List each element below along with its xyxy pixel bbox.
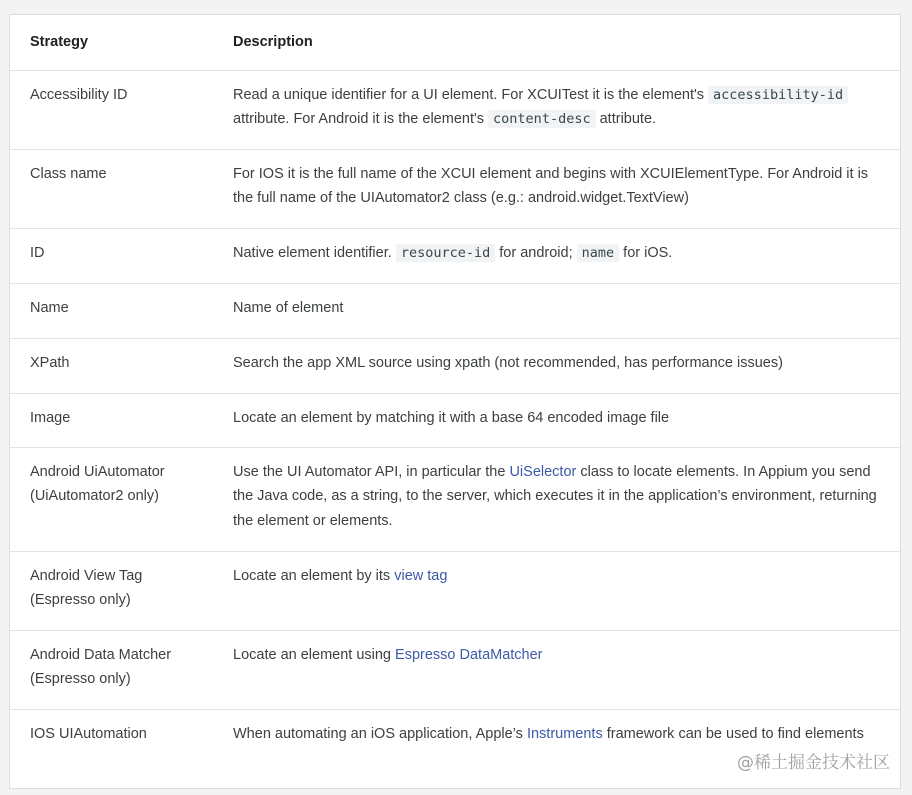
description-text: For IOS it is the full name of the XCUI element and begins with XCUIElementType. For Android it is the full name of the UIAutomator2 class (e.g.: android.widget.TextView) bbox=[233, 165, 869, 206]
table-row bbox=[10, 393, 900, 447]
description-text: attribute. bbox=[595, 111, 657, 127]
code-content-desc: content-desc bbox=[488, 110, 596, 128]
description-text: Use the UI Automator API, in particular the bbox=[233, 463, 510, 480]
table-row bbox=[10, 283, 900, 338]
strategy-cell: Accessibility ID bbox=[10, 70, 213, 149]
table-row bbox=[10, 630, 900, 709]
table-row bbox=[10, 447, 900, 551]
description-text: for iOS. bbox=[619, 244, 673, 261]
description-text: When automating an iOS application, Apple’s bbox=[233, 725, 527, 742]
description-text: class to locate elements. In Appium you send the Java code, as a string, to the server, which executes it in the application’s environment, returning the element or elements. bbox=[233, 463, 877, 529]
description-cell bbox=[213, 283, 900, 338]
description-cell bbox=[213, 149, 900, 228]
description-cell bbox=[213, 630, 900, 709]
view-tag-link[interactable]: view tag bbox=[394, 567, 448, 584]
code-name: name bbox=[577, 244, 620, 262]
description-cell bbox=[213, 228, 900, 283]
description-cell bbox=[213, 70, 900, 149]
espresso-datamatcher-link[interactable]: Espresso DataMatcher bbox=[395, 646, 543, 663]
strategy-cell: Android UiAutomator (UiAutomator2 only) bbox=[10, 447, 213, 551]
description-cell bbox=[213, 393, 900, 447]
uiselector-link[interactable]: UiSelector bbox=[509, 463, 577, 480]
description-text: Locate an element by matching it with a base 64 encoded image file bbox=[233, 409, 670, 426]
watermark: @稀土掘金技术社区 bbox=[737, 753, 890, 773]
strategy-cell: XPath bbox=[10, 338, 213, 393]
table-row bbox=[10, 149, 900, 228]
strategy-cell: Name bbox=[10, 283, 213, 338]
description-cell bbox=[213, 551, 900, 630]
description-text: Name of element bbox=[233, 299, 344, 316]
table-header-row bbox=[10, 15, 900, 70]
locator-strategies-table bbox=[10, 15, 900, 788]
instruments-link[interactable]: Instruments bbox=[526, 725, 603, 742]
table-row bbox=[10, 70, 900, 149]
strategy-cell: IOS UIAutomation bbox=[30, 725, 147, 742]
code-accessibility-id: accessibility-id bbox=[708, 86, 848, 104]
description-text: Locate an element using bbox=[233, 646, 396, 663]
strategy-table bbox=[9, 14, 901, 789]
description-cell bbox=[213, 338, 900, 393]
description-text: Native element identifier. bbox=[233, 244, 396, 261]
strategy-cell: Android View Tag (Espresso only) bbox=[10, 551, 213, 630]
description-text: Locate an element by its bbox=[233, 567, 395, 584]
description-text: Search the app XML source using xpath (not recommended, has performance issues) bbox=[233, 354, 783, 371]
table-row bbox=[10, 338, 900, 393]
strategy-cell: Image bbox=[10, 393, 213, 447]
description-text: framework can be used to find elements bbox=[602, 725, 864, 742]
header-description: Description bbox=[213, 15, 900, 70]
strategy-cell: Android Data Matcher (Espresso only) bbox=[10, 630, 213, 709]
description-cell bbox=[213, 447, 900, 551]
strategy-cell: ID bbox=[10, 228, 213, 283]
description-text: for android; bbox=[495, 244, 577, 261]
header-strategy: Strategy bbox=[10, 15, 213, 70]
code-resource-id: resource-id bbox=[396, 244, 495, 262]
strategy-cell: Class name bbox=[10, 149, 213, 228]
table-row bbox=[10, 551, 900, 630]
table-row bbox=[10, 228, 900, 283]
description-text: Read a unique identifier for a UI element. For XCUITest it is the element's bbox=[233, 86, 709, 103]
description-text: attribute. For Android it is the element's bbox=[233, 111, 489, 127]
